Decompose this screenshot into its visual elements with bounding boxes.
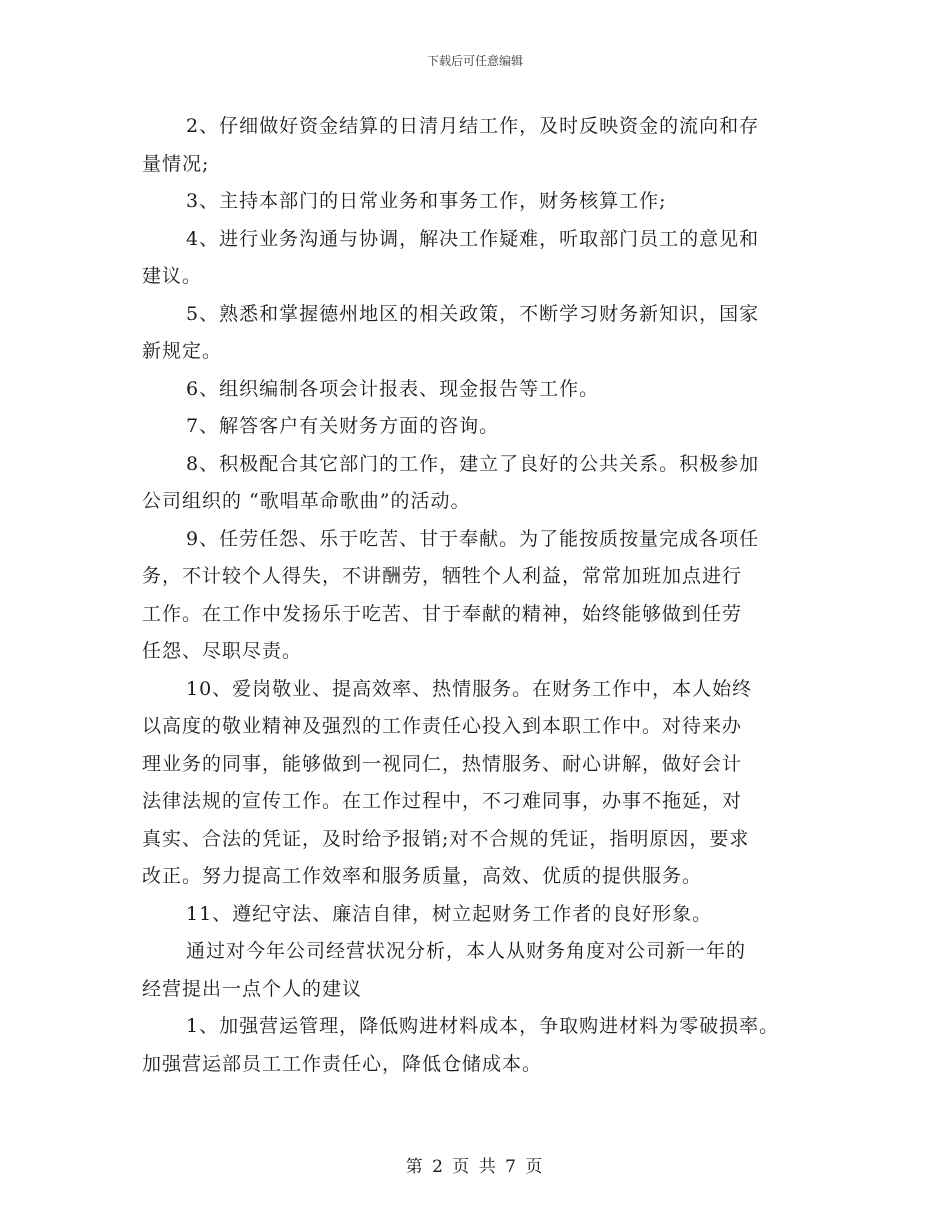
text-line: 5、熟悉和掌握德州地区的相关政策，不断学习财务新知识，国家: [186, 302, 760, 325]
text-line: 9、任劳任怨、乐于吃苦、甘于奉献。为了能按质按量完成各项任: [186, 527, 760, 550]
document-body: [142, 108, 822, 1083]
text-line: 建议。: [142, 265, 203, 287]
text-line: 经营提出一点个人的建议: [142, 977, 363, 1000]
text-line: 任怨、尽职尽责。: [142, 640, 303, 662]
text-line: 1、加强营运管理，降低购进材料成本，争取购进材料为零破损率。: [186, 1015, 780, 1037]
text-line: 改正。努力提高工作效率和服务质量，高效、优质的提供服务。: [142, 865, 703, 887]
text-line: 以高度的敬业精神及强烈的工作责任心投入到本职工作中。对待来办: [142, 715, 743, 737]
text-line: 2、仔细做好资金结算的日清月结工作，及时反映资金的流向和存: [186, 115, 760, 137]
text-line: 4、进行业务沟通与协调，解决工作疑难，听取部门员工的意见和: [186, 227, 760, 250]
text-line: 通过对今年公司经营状况分析，本人从财务角度对公司新一年的: [186, 940, 747, 962]
text-line: 3、主持本部门的日常业务和事务工作，财务核算工作;: [186, 190, 667, 212]
text-line: 真实、合法的凭证，及时给予报销;对不合规的凭证，指明原因，要求: [142, 827, 750, 850]
text-line: 量情况;: [142, 152, 210, 175]
text-line: 务，不计较个人得失，不讲酬劳，牺牲个人利益，常常加班加点进行: [142, 565, 743, 587]
text-line: 10、爱岗敬业、提高效率、热情服务。在财务工作中，本人始终: [186, 677, 753, 700]
text-line: 8、积极配合其它部门的工作，建立了良好的公共关系。积极参加: [186, 452, 760, 475]
text-line: 理业务的同事，能够做到一视同仁，热情服务、耐心讲解，做好会计: [142, 752, 743, 775]
text-line: 工作。在工作中发扬乐于吃苦、甘于奉献的精神，始终能够做到任劳: [142, 602, 743, 625]
text-line: 11、遵纪守法、廉洁自律，树立起财务工作者的良好形象。: [186, 902, 713, 925]
text-line: 6、组织编制各项会计报表、现金报告等工作。: [186, 377, 600, 400]
page-header: 下载后可任意编辑: [426, 54, 523, 68]
text-line: 法律法规的宣传工作。在工作过程中，不刁难同事，办事不拖延，对: [142, 790, 743, 812]
text-line: 公司组织的 “歌唱革命歌曲”的活动。: [142, 490, 471, 512]
text-line: 新规定。: [142, 340, 223, 362]
text-line: 7、解答客户有关财务方面的咨询。: [186, 415, 500, 437]
text-line: 加强营运部员工工作责任心，降低仓储成本。: [142, 1052, 543, 1075]
page-number: 第 2 页 共 7 页: [405, 1157, 545, 1177]
